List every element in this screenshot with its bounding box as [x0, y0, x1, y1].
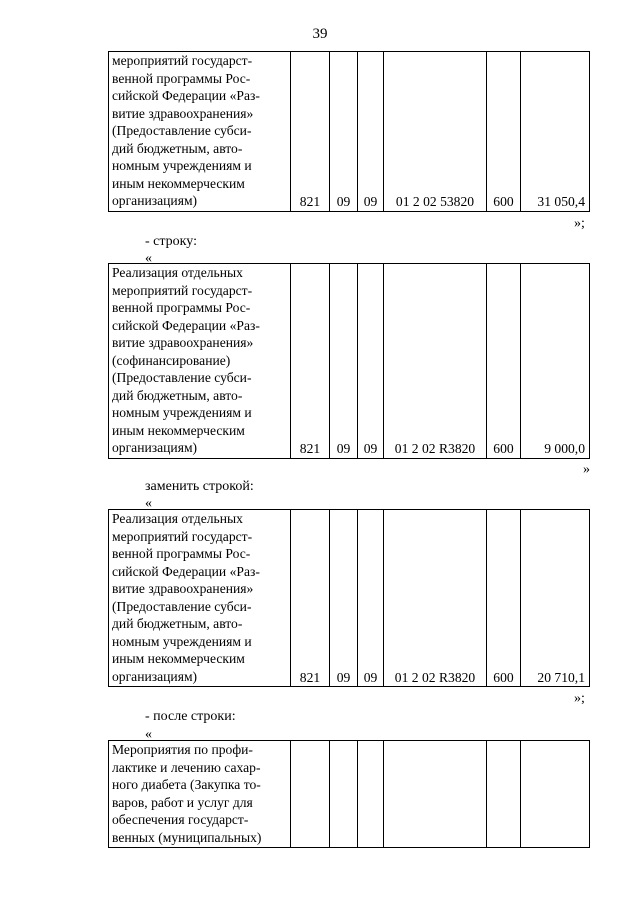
description-line: венных (муниципальных)	[112, 829, 262, 845]
instruction-text: - после строки:	[145, 709, 236, 724]
description-line: дий бюджетным, авто-	[112, 140, 243, 156]
description-line: витие здравоохранения»	[112, 581, 254, 596]
description-line: витие здравоохранения»	[112, 105, 254, 121]
closing-quote: »	[583, 462, 590, 477]
subsection-cell: 09	[358, 264, 384, 459]
opening-quote: «	[145, 251, 152, 266]
admin-code-cell: 821	[291, 52, 330, 212]
description-line: Реализация отдельных	[112, 511, 243, 526]
table-row	[109, 741, 590, 848]
description-line: дий бюджетным, авто-	[112, 387, 243, 403]
description-line: организациям)	[112, 193, 198, 208]
description-line: дий бюджетным, авто-	[112, 616, 243, 631]
description-line: иным некоммерческим	[112, 422, 245, 438]
budget-table-3	[108, 509, 590, 687]
description-line: Мероприятия по профи-	[112, 742, 253, 757]
target-article-cell: 01 2 02 R3820	[384, 264, 487, 459]
subsection-cell: 09	[358, 52, 384, 212]
description-line: номным учреждениям и	[112, 633, 252, 649]
admin-code-cell: 821	[291, 264, 330, 459]
admin-code-cell: 821	[291, 510, 330, 687]
description-line: иным некоммерческим	[112, 651, 245, 666]
instruction-text: заменить строкой:	[145, 479, 254, 494]
description-line: сийской Федерации «Раз-	[112, 563, 260, 579]
sum-cell: 9 000,0	[521, 264, 590, 459]
expense-type-cell	[487, 741, 521, 848]
description-line: мероприятий государст-	[112, 53, 253, 68]
description-line: ного диабета (Закупка то-	[112, 777, 261, 792]
description-line: мероприятий государст-	[112, 528, 253, 544]
target-article-cell: 01 2 02 53820	[384, 52, 487, 212]
subsection-cell: 09	[358, 510, 384, 687]
description-line: витие здравоохранения»	[112, 335, 254, 350]
row-description	[109, 741, 291, 848]
budget-table-2	[108, 263, 590, 459]
description-line: организациям)	[112, 668, 198, 684]
target-article-cell: 01 2 02 R3820	[384, 510, 487, 687]
expense-type-cell: 600	[487, 264, 521, 459]
table-row	[109, 264, 590, 459]
closing-quote: »;	[574, 216, 585, 231]
admin-code-cell	[291, 741, 330, 848]
sum-cell	[521, 741, 590, 848]
description-line: (Предоставление субси-	[112, 123, 252, 138]
description-line: иным некоммерческим	[112, 175, 245, 191]
description-line: организациям)	[112, 440, 198, 455]
sum-cell: 31 050,4	[521, 52, 590, 212]
description-line: номным учреждениям и	[112, 158, 252, 173]
table-row	[109, 52, 590, 212]
description-line: венной программы Рос-	[112, 300, 251, 315]
description-line: обеспечения государст-	[112, 812, 249, 827]
description-line: венной программы Рос-	[112, 546, 251, 561]
section-cell	[330, 741, 358, 848]
description-line: мероприятий государст-	[112, 282, 253, 298]
target-article-cell	[384, 741, 487, 848]
description-line: (софинансирование)	[112, 352, 231, 368]
subsection-cell	[358, 741, 384, 848]
section-cell: 09	[330, 52, 358, 212]
table-row	[109, 510, 590, 687]
description-line: (Предоставление субси-	[112, 370, 252, 385]
row-description	[109, 52, 291, 212]
closing-quote: »;	[574, 691, 585, 706]
expense-type-cell: 600	[487, 510, 521, 687]
budget-table-4	[108, 740, 590, 848]
description-line: номным учреждениям и	[112, 405, 252, 420]
section-cell: 09	[330, 264, 358, 459]
opening-quote: «	[145, 727, 152, 742]
section-cell: 09	[330, 510, 358, 687]
description-line: варов, работ и услуг для	[112, 794, 253, 810]
description-line: сийской Федерации «Раз-	[112, 317, 260, 333]
description-line: лактике и лечению сахар-	[112, 759, 261, 775]
opening-quote: «	[145, 496, 152, 511]
row-description	[109, 510, 291, 687]
page-number: 39	[312, 26, 328, 42]
description-line: сийской Федерации «Раз-	[112, 88, 260, 103]
budget-table-1	[108, 51, 590, 212]
instruction-text: - строку:	[145, 234, 197, 249]
description-line: Реализация отдельных	[112, 265, 243, 280]
description-line: венной программы Рос-	[112, 70, 251, 86]
sum-cell: 20 710,1	[521, 510, 590, 687]
description-line: (Предоставление субси-	[112, 598, 252, 614]
expense-type-cell: 600	[487, 52, 521, 212]
row-description	[109, 264, 291, 459]
